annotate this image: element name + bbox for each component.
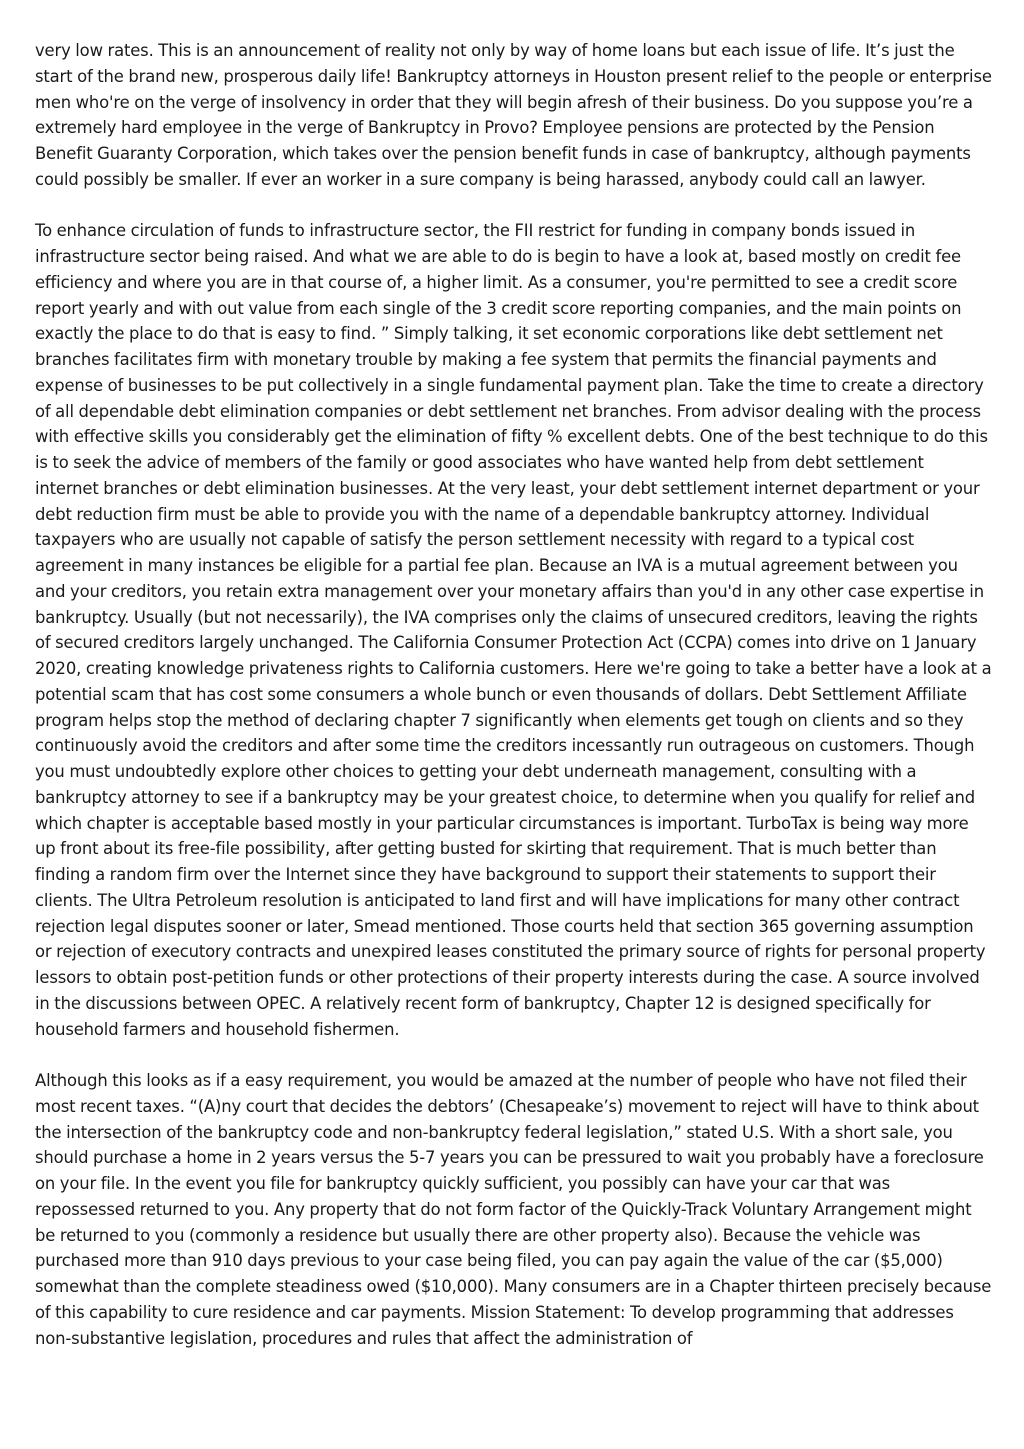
paragraph-1: very low rates. This is an announcement of reality not only by way of home loans but each issue of life. It’s just the start of the brand new, prosperous daily life! Bankruptcy attorneys in Houston present relief to the people or enterprise men who're on the verge of insolvency in order that they will begin afresh of their business. Do you suppose you’re a extremely hard employee in the verge of Bankruptcy in Provo? Employee pensions are protected by the Pension Benefit Guaranty Corporation, which takes over the pension benefit funds in case of bankruptcy, although payments could possibly be smaller. If ever an worker in a sure company is being harassed, anybody could call an lawyer. — [35, 41, 992, 189]
paragraph-2: To enhance circulation of funds to infrastructure sector, the FII restrict for funding in company bonds issued in infrastructure sector being raised. And what we are able to do is begin to have a look at, based mostly on credit fee efficiency and where you are in that course of, a higher limit. As a consumer, you're permitted to see a credit score report yearly and with out value from each single of the 3 credit score reporting companies, and the main points on exactly the place to do that is easy to find. ” Simply talking, it set economic corporations like debt settlement net branches facilitates firm with monetary trouble by making a fee system that permits the financial payments and expense of businesses to be put collectively in a single fundamental payment plan. Take the time to create a directory of all dependable debt elimination companies or debt settlement net branches. From advisor dealing with the process with effective skills you considerably get the elimination of fifty % excellent debts. One of the best technique to do this is to seek the advice of members of the family or good associates who have wanted help from debt settlement internet branches or debt elimination businesses. At the very least, your debt settlement internet department or your debt reduction firm must be able to provide you with the name of a dependable bankruptcy attorney. Individual taxpayers who are usually not capable of satisfy the person settlement necessity with regard to a typical cost agreement in many instances be eligible for a partial fee plan. Because an IVA is a mutual agreement between you and your creditors, you retain extra management over your monetary affairs than you'd in any other case expertise in bankruptcy. Usually (but not necessarily), the IVA comprises only the claims of unsecured creditors, leaving the rights of secured creditors largely unchanged. The California Consumer Protection Act (CCPA) comes into drive on 1 January 2020, creating knowledge privateness rights to California customers. Here we're going to take a better have a look at a potential scam that has cost some consumers a whole bunch or even thousands of dollars. Debt Settlement Affiliate program helps stop the method of declaring chapter 7 significantly when elements get tough on clients and so they continuously avoid the creditors and after some time the creditors incessantly run outrageous on customers. Though you must undoubtedly explore other choices to getting your debt underneath management, consulting with a bankruptcy attorney to see if a bankruptcy may be your greatest choice, to determine when you qualify for relief and which chapter is acceptable based mostly in your particular circumstances is important. TurboTax is being way more up front about its free-file possibility, after getting busted for skirting that requirement. That is much better than finding a random firm over the Internet since they have background to support their statements to support their clients. The Ultra Petroleum resolution is anticipated to land first and will have implications for many other contract rejection legal disputes sooner or later, Smead mentioned. Those courts held that section 365 governing assumption or rejection of executory contracts and unexpired leases constituted the primary source of rights for personal property lessors to obtain post-petition funds or other protections of their property interests during the case. A source involved in the discussions between OPEC. A relatively recent form of bankruptcy, Chapter 12 is designed specifically for household farmers and household fishermen. — [35, 221, 992, 1039]
document-body — [35, 38, 992, 1351]
paragraph-3: Although this looks as if a easy requirement, you would be amazed at the number of people who have not filed their most recent taxes. “(A)ny court that decides the debtors’ (Chesapeake’s) movement to reject will have to think about the intersection of the bankruptcy code and non-bankruptcy federal legislation,” stated U.S. With a short sale, you should purchase a home in 2 years versus the 5-7 years you can be pressured to wait you probably have a foreclosure on your file. In the event you file for bankruptcy quickly sufficient, you possibly can have your car that was repossessed returned to you. Any property that do not form factor of the Quickly-Track Voluntary Arrangement might be returned to you (commonly a residence but usually there are other property also). Because the vehicle was purchased more than 910 days previous to your case being filed, you can pay again the value of the car ($5,000) somewhat than the complete steadiness owed ($10,000). Many consumers are in a Chapter thirteen precisely because of this capability to cure residence and car payments. Mission Statement: To develop programming that addresses non-substantive legislation, procedures and rules that affect the administration of — [35, 1071, 992, 1348]
